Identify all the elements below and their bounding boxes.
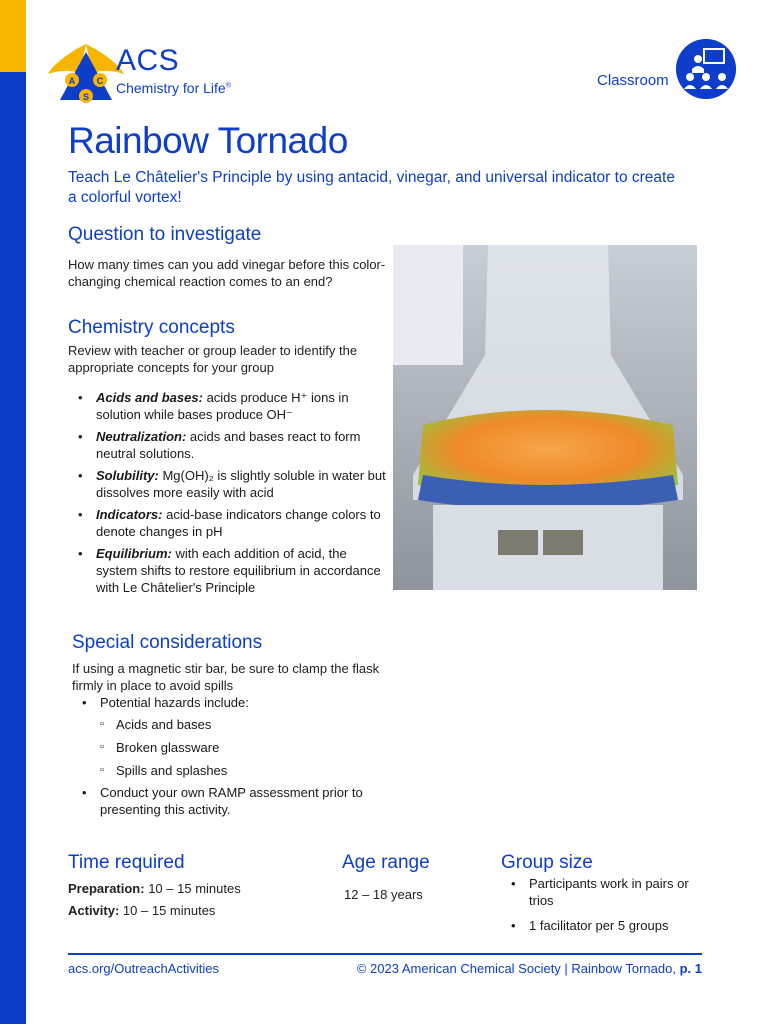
time-heading: Time required [68,852,185,873]
list-item: • Participants work in pairs or trios [501,875,706,909]
question-heading: Question to investigate [68,224,262,245]
page-subtitle: Teach Le Châtelier's Principle by using antacid, vinegar, and universal indicator to create a colorful vortex! [68,169,675,206]
footer-copyright: © 2023 American Chemical Society | Rainbow Tornado, p. 1 [356,961,702,976]
prep-time: Preparation: 10 – 15 minutes [68,881,241,896]
logo-letter-c: C [96,76,104,86]
classroom-icon [676,39,736,99]
concepts-list [68,389,388,601]
footer-link[interactable]: acs.org/OutreachActivities [68,961,220,976]
activity-time: Activity: 10 – 15 minutes [68,903,216,918]
age-value: 12 – 18 years [344,887,423,902]
question-text: How many times can you add vinegar before this color-changing chemical reaction comes to an end? [68,257,386,289]
special-heading: Special considerations [72,632,263,653]
hazards-list [72,694,392,716]
group-list [501,875,706,939]
special-intro: If using a magnetic stir bar, be sure to clamp the flask firmly in place to avoid spills [72,661,380,693]
logo-letter-a: A [68,76,76,86]
side-bar-blue [0,72,26,1024]
list-item: • Potential hazards include: [72,694,392,711]
list-item: ▫ Broken glassware [72,739,372,756]
page-title: Rainbow Tornado [68,120,348,161]
list-item: • 1 facilitator per 5 groups [501,917,706,934]
ramp-list [72,784,392,823]
flask-photo [393,245,697,590]
hazards-sublist [72,716,372,785]
logo-tagline: Chemistry for Life® [116,80,231,96]
list-item: ▫ Spills and splashes [72,762,372,779]
list-item: ▫ Acids and bases [72,716,372,733]
list-item: • Equilibrium: with each addition of acid, the system shifts to restore equilibrium in accordance with Le Châtelier's Principle [68,545,388,596]
list-item: • Solubility: Mg(OH)₂ is slightly soluble in water but dissolves more easily with acid [68,467,388,501]
concepts-intro: Review with teacher or group leader to identify the appropriate concepts for your group [68,343,358,375]
concepts-heading: Chemistry concepts [68,317,235,338]
footer-divider [68,953,702,955]
side-bar-yellow [0,0,26,72]
logo-name: ACS [116,44,180,77]
list-item: • Conduct your own RAMP assessment prior to presenting this activity. [72,784,392,818]
list-item: • Neutralization: acids and bases react to form neutral solutions. [68,428,388,462]
group-heading: Group size [501,852,593,873]
age-heading: Age range [342,852,430,873]
list-item: • Indicators: acid-base indicators change colors to denote changes in pH [68,506,388,540]
list-item: • Acids and bases: acids produce H⁺ ions in solution while bases produce OH⁻ [68,389,388,423]
logo-letter-s: S [82,92,90,102]
classroom-label: Classroom [597,72,669,89]
